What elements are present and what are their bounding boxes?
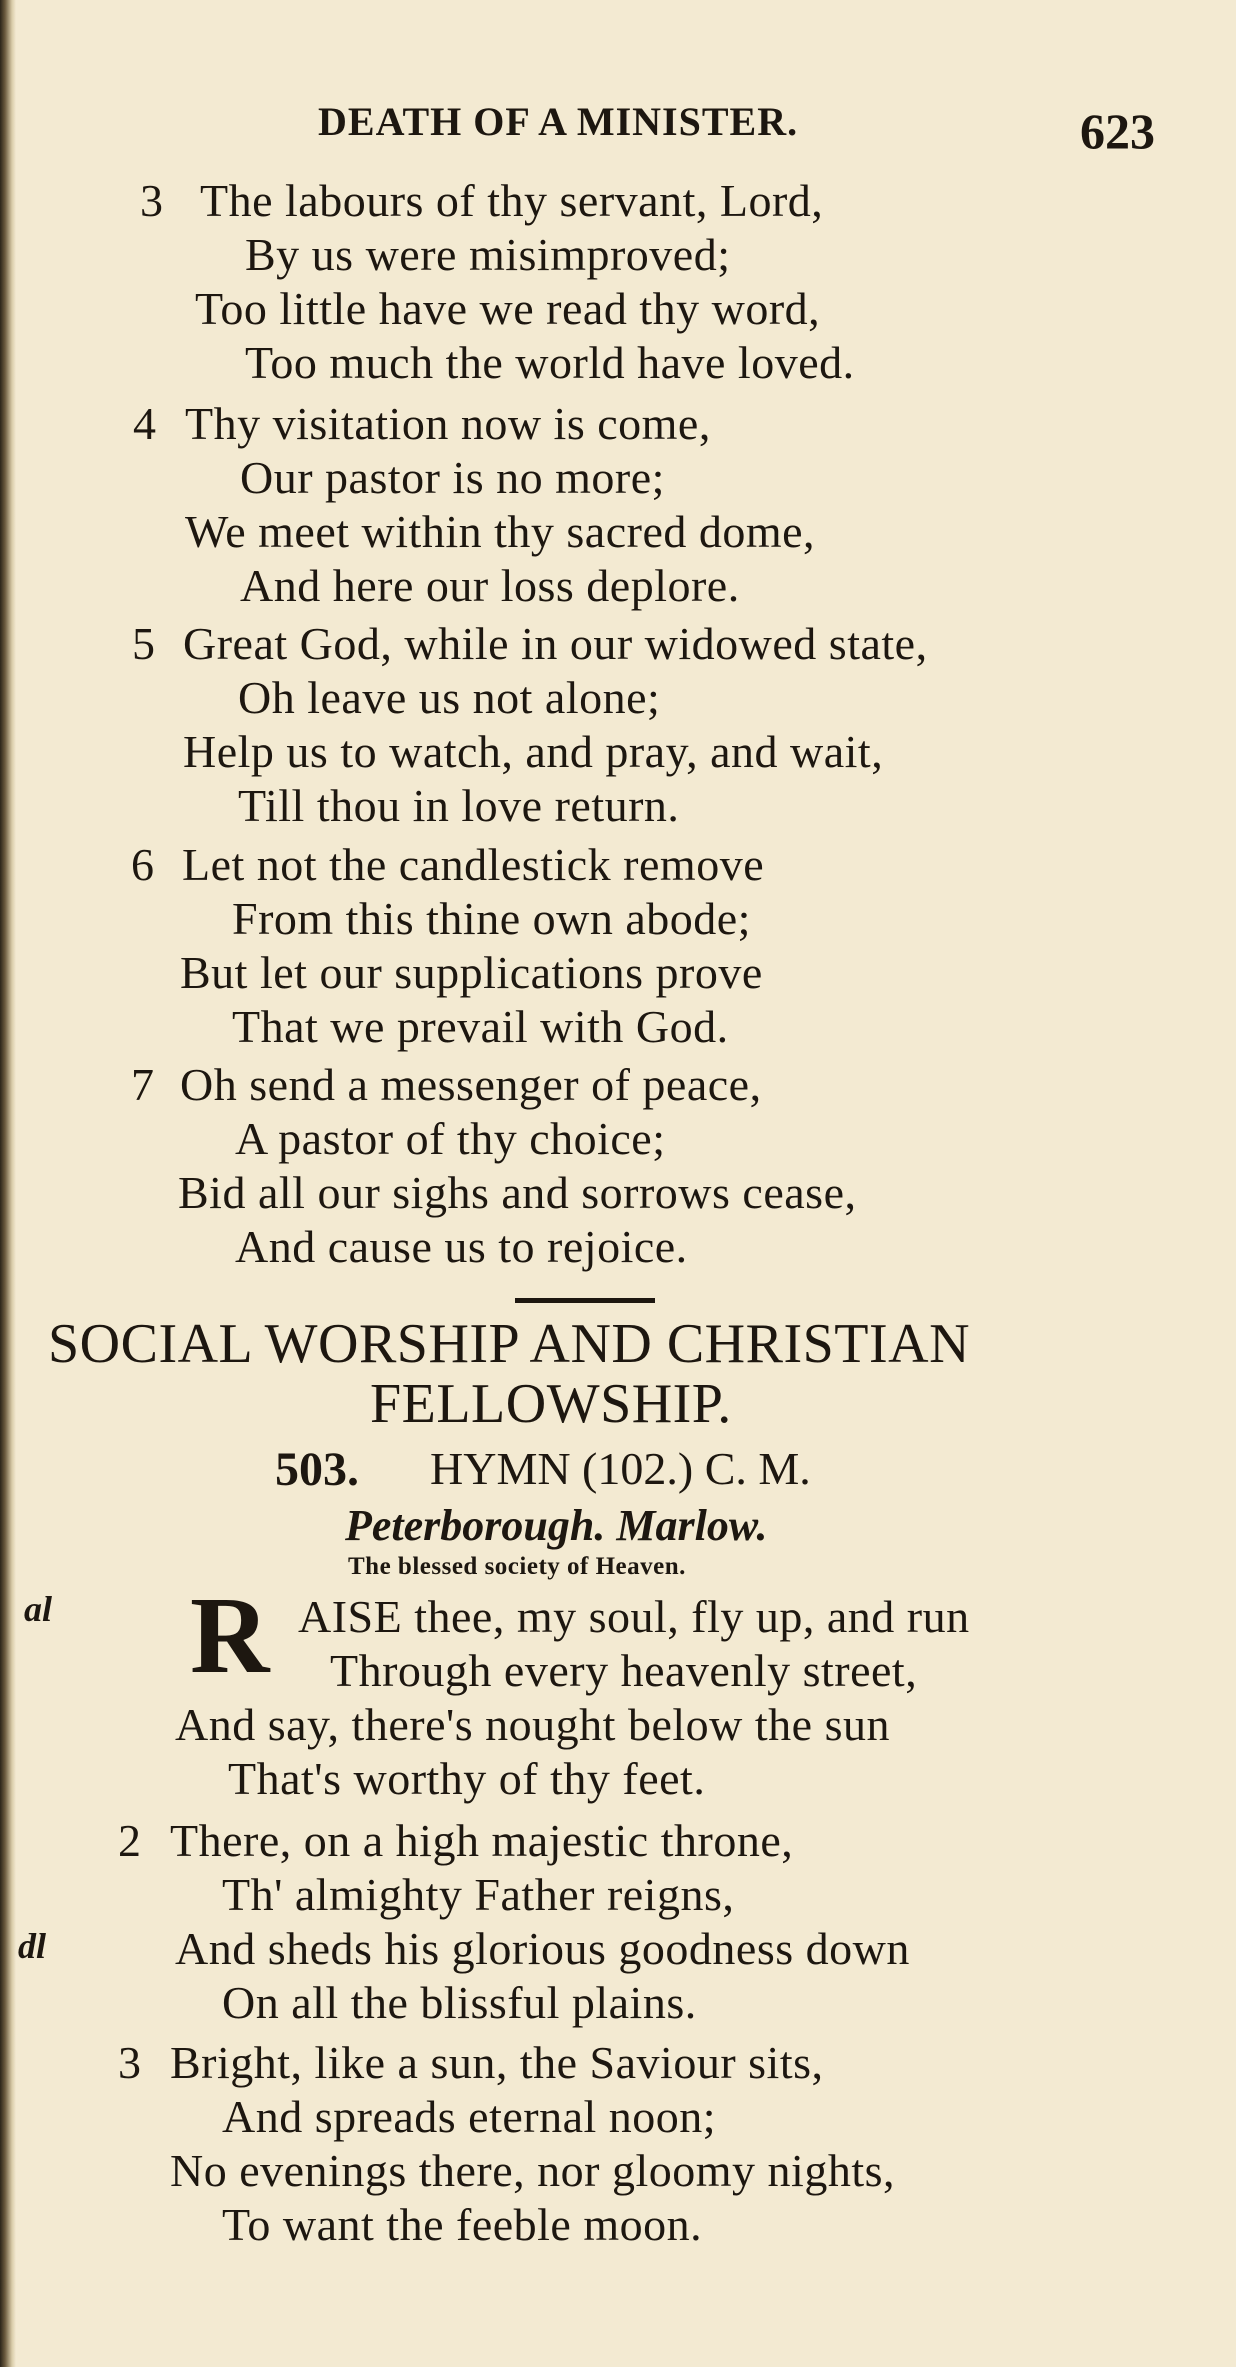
section-title-line-1: SOCIAL WORSHIP AND CHRISTIAN: [48, 1313, 971, 1375]
margin-note: al: [24, 1589, 53, 1629]
stanza-number: 5: [132, 618, 155, 669]
verse-line: From this thine own abode;: [232, 893, 751, 944]
verse-line: But let our supplications prove: [180, 947, 763, 998]
verse-line: By us were misimproved;: [245, 229, 731, 280]
verse-line: On all the blissful plains.: [222, 1977, 697, 2028]
verse-line: Bright, like a sun, the Saviour sits,: [170, 2037, 824, 2088]
stanza-number: 6: [131, 839, 154, 890]
running-head: DEATH OF A MINISTER.: [318, 99, 799, 144]
tune-names: Peterborough. Marlow.: [345, 1501, 768, 1550]
stanza-number: 4: [133, 398, 156, 449]
hymn-number: 503.: [275, 1443, 359, 1496]
verse-line: Let not the candlestick remove: [182, 839, 765, 890]
verse-line: And sheds his glorious goodness down: [175, 1923, 910, 1974]
verse-line: Oh send a messenger of peace,: [180, 1059, 762, 1110]
stanza-number: 2: [118, 1815, 141, 1866]
verse-line: And spreads eternal noon;: [222, 2091, 717, 2142]
verse-line: Till thou in love return.: [238, 780, 680, 831]
verse-line: Our pastor is no more;: [240, 452, 665, 503]
hymn-label: HYMN (102.) C. M.: [430, 1443, 811, 1494]
drop-cap: R: [190, 1574, 270, 1696]
verse-line: Through every heavenly street,: [330, 1645, 918, 1696]
verse-line: We meet within thy sacred dome,: [185, 506, 816, 557]
section-title-line-2: FELLOWSHIP.: [370, 1373, 732, 1435]
verse-line: There, on a high majestic throne,: [170, 1815, 794, 1866]
verse-line: And say, there's nought below the sun: [175, 1699, 890, 1750]
verse-line: Help us to watch, and pray, and wait,: [183, 726, 884, 777]
page-number: 623: [1080, 103, 1155, 159]
verse-line: Too much the world have loved.: [245, 337, 855, 388]
verse-line: Th' almighty Father reigns,: [222, 1869, 735, 1920]
verse-line: AISE thee, my soul, fly up, and run: [298, 1591, 970, 1642]
verse-line: No evenings there, nor gloomy nights,: [170, 2145, 896, 2196]
verse-line: A pastor of thy choice;: [235, 1113, 666, 1164]
verse-line: The labours of thy servant, Lord,: [200, 175, 824, 226]
verse-line: That's worthy of thy feet.: [228, 1753, 706, 1804]
stanza-number: 3: [118, 2037, 141, 2088]
stanza-number: 7: [131, 1059, 154, 1110]
verse-line: Bid all our sighs and sorrows cease,: [178, 1167, 857, 1218]
verse-line: To want the feeble moon.: [222, 2199, 703, 2250]
verse-line: Thy visitation now is come,: [185, 398, 711, 449]
book-spine-shadow: [0, 0, 16, 2367]
hymn-subject: The blessed society of Heaven.: [348, 1553, 686, 1580]
verse-line: And here our loss deplore.: [240, 560, 740, 611]
verse-line: That we prevail with God.: [232, 1001, 729, 1052]
verse-line: Too little have we read thy word,: [195, 283, 821, 334]
stanza-number: 3: [140, 175, 163, 226]
verse-line: Oh leave us not alone;: [238, 672, 661, 723]
section-divider: [515, 1298, 655, 1303]
verse-line: Great God, while in our widowed state,: [183, 618, 928, 669]
verse-line: And cause us to rejoice.: [235, 1221, 688, 1272]
margin-note: dl: [18, 1926, 47, 1966]
